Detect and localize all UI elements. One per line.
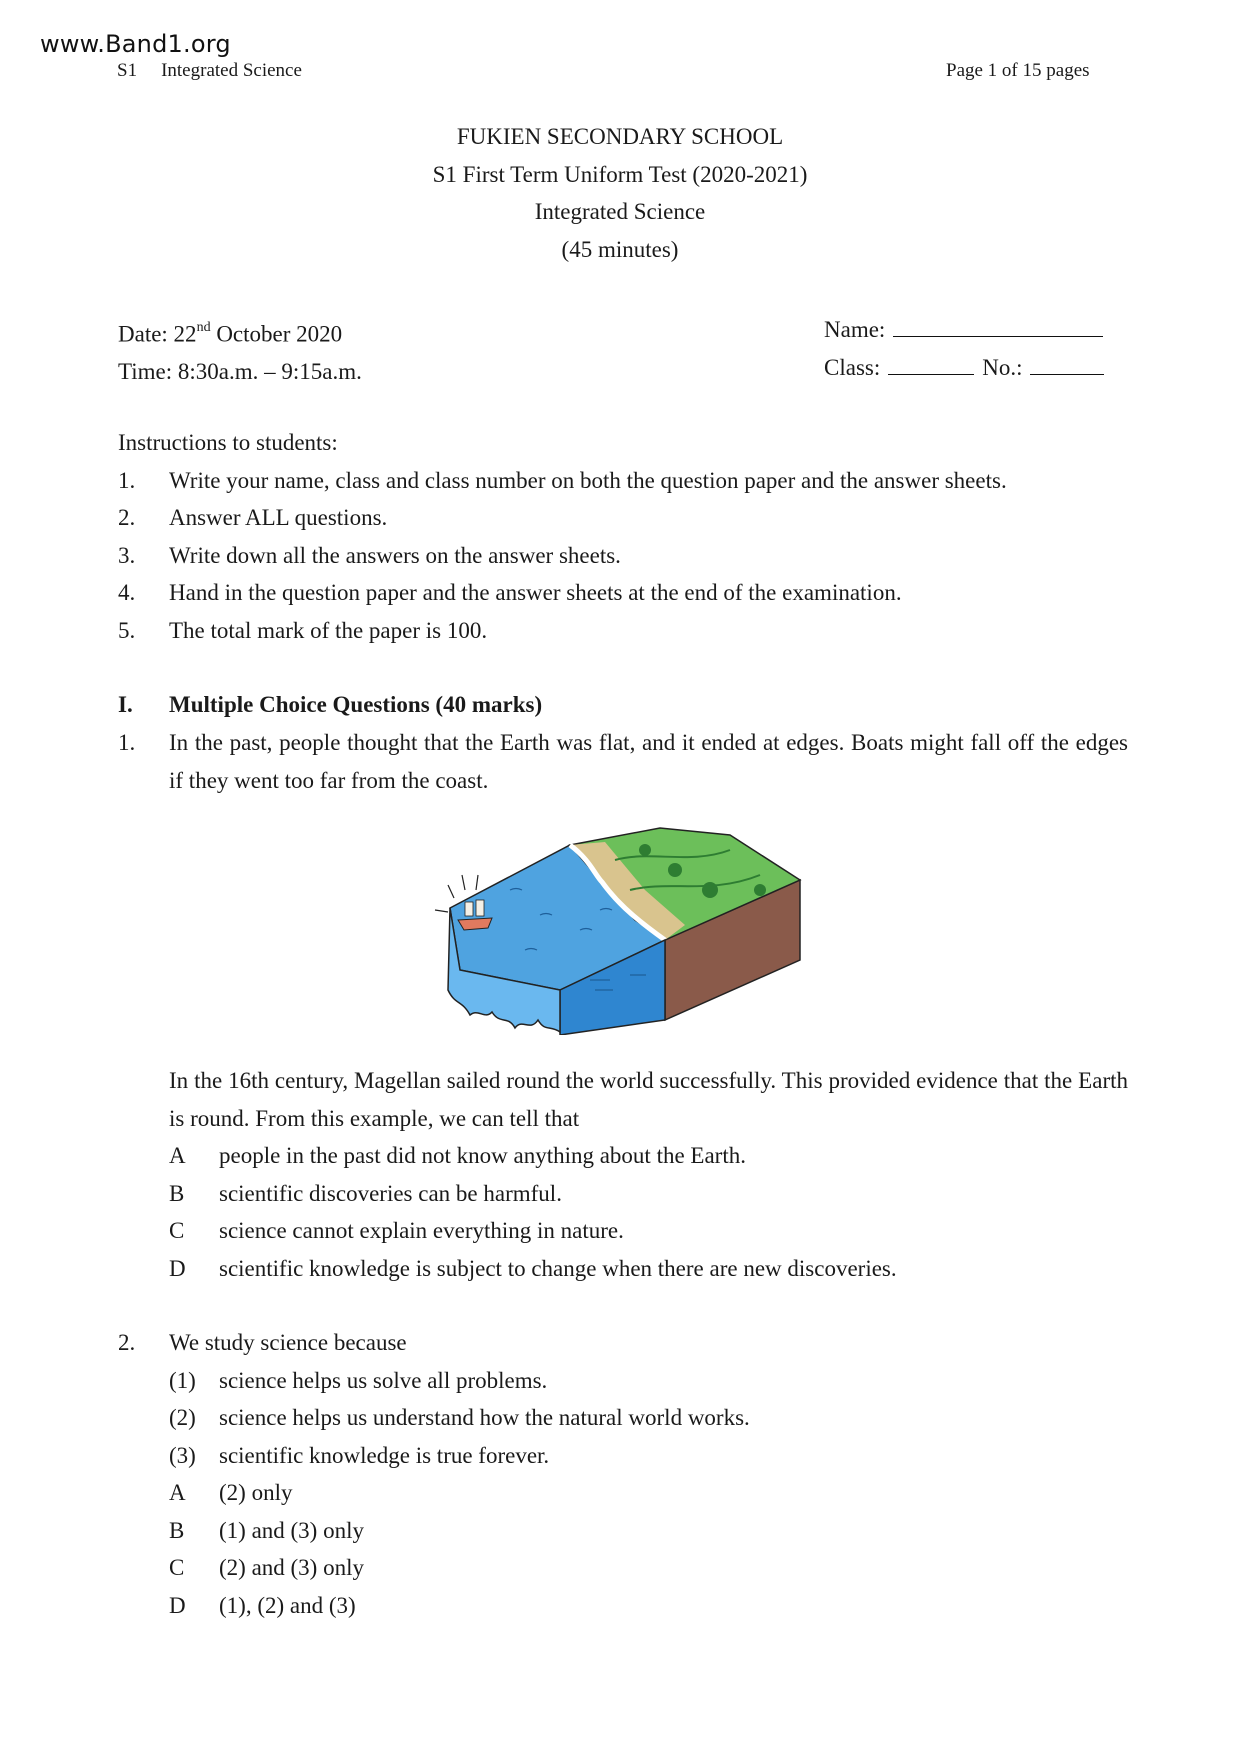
option-text: (1) and (3) only [219,1517,364,1543]
statement-item [118,1362,1128,1400]
option-c[interactable] [118,1549,1128,1587]
option-text: (2) and (3) only [219,1555,364,1580]
question-1 [118,724,1128,799]
date-ordinal: nd [196,320,211,335]
level-label: S1 [117,60,138,81]
statement-item [118,1399,1128,1437]
statement-text: science helps us understand how the natural world works. [219,1405,750,1430]
student-info-fields [824,311,1104,386]
name-field[interactable] [893,316,1103,337]
exam-date [118,311,362,353]
option-text: scientific knowledge is subject to change when there are new discoveries. [219,1255,897,1281]
number-field[interactable] [1030,354,1104,375]
option-b[interactable] [118,1512,1128,1550]
option-d[interactable] [169,1250,1128,1288]
question-1-continued [169,1062,1128,1287]
number-label: No.: [982,354,1023,380]
instructions [118,424,1128,649]
section-heading [118,686,542,724]
instruction-item [118,574,1128,612]
section-number: I. [118,692,133,717]
instruction-item [118,462,1128,500]
instruction-text: The total mark of the paper is 100. [169,617,488,643]
name-label: Name: [824,317,886,342]
tree [754,884,766,896]
flat-earth-illustration [430,820,820,1035]
instruction-number: 3. [118,542,136,568]
option-d[interactable] [118,1587,1128,1625]
instruction-number: 2. [118,505,136,530]
instruction-text: Write down all the answers on the answer sheets. [169,542,621,568]
option-text: people in the past did not know anything about the Earth. [219,1143,746,1168]
name-row [824,311,1104,349]
tree [639,844,651,856]
statement-number: (1) [169,1367,196,1393]
watermark: www.Band1.org [40,30,231,58]
question-number: 1. [118,730,136,755]
statement-item [118,1437,1128,1475]
instruction-number: 5. [118,617,136,643]
instruction-item [118,612,1128,650]
option-letter: B [169,1180,185,1206]
statement-text: science helps us solve all problems. [219,1367,548,1393]
running-header-left [117,60,302,82]
option-c[interactable] [169,1212,1128,1250]
exam-duration: (45 minutes) [561,236,679,262]
option-letter: B [169,1517,185,1543]
class-field[interactable] [888,354,974,375]
option-letter: D [169,1255,186,1281]
option-letter: A [169,1480,186,1505]
instruction-item [118,537,1128,575]
tree [668,863,682,877]
instruction-text: Answer ALL questions. [169,505,388,530]
question-2 [118,1324,1128,1624]
date-label: Date: 22 [118,321,197,347]
option-letter: A [169,1143,186,1168]
option-b[interactable] [169,1175,1128,1213]
question-2-stem-row [118,1324,1128,1362]
instruction-number: 1. [118,467,136,493]
date-rest: October 2020 [210,321,343,347]
instruction-item [118,499,1128,537]
exam-time: Time: 8:30a.m. – 9:15a.m. [118,359,362,385]
statement-number: (3) [169,1442,196,1468]
exam-date-time [118,311,362,391]
question-number: 2. [118,1330,136,1355]
option-a[interactable] [118,1474,1128,1512]
school-name: FUKIEN SECONDARY SCHOOL [456,124,784,149]
tree [702,882,718,898]
option-letter: C [169,1218,185,1243]
title-block [0,122,1240,272]
instruction-text: Hand in the question paper and the answer sheets at the end of the examination. [169,580,902,605]
subject-label: Integrated Science [161,60,302,81]
instruction-number: 4. [118,580,136,605]
exam-subject: Integrated Science [534,199,706,224]
question-stem: In the past, people thought that the Earth was flat, and it ended at edges. Boats might fall off the edges if they went too far from the coast. [169,730,1128,793]
option-text: scientific discoveries can be harmful. [219,1180,562,1206]
statement-text: scientific knowledge is true forever. [219,1442,550,1468]
question-stem: We study science because [169,1330,407,1355]
option-text: science cannot explain everything in nature. [219,1218,624,1243]
instructions-heading: Instructions to students: [118,430,338,455]
question-stem-2: In the 16th century, Magellan sailed round the world successfully. This provided evidence that the Earth is round. From this example, we can tell that [169,1068,1128,1131]
page-number: Page 1 of 15 pages [946,60,1090,81]
instruction-text: Write your name, class and class number on both the question paper and the answer sheets. [169,467,1007,493]
question-1-stem-row [118,724,1128,799]
class-label: Class: [824,354,881,380]
statement-number: (2) [169,1405,196,1430]
option-text: (1), (2) and (3) [219,1592,356,1618]
section-title: Multiple Choice Questions (40 marks) [169,692,543,717]
option-a[interactable] [169,1137,1128,1175]
option-letter: D [169,1592,186,1618]
class-row [824,349,1104,387]
option-text: (2) only [219,1480,293,1505]
option-letter: C [169,1555,185,1580]
exam-name: S1 First Term Uniform Test (2020-2021) [432,161,808,187]
